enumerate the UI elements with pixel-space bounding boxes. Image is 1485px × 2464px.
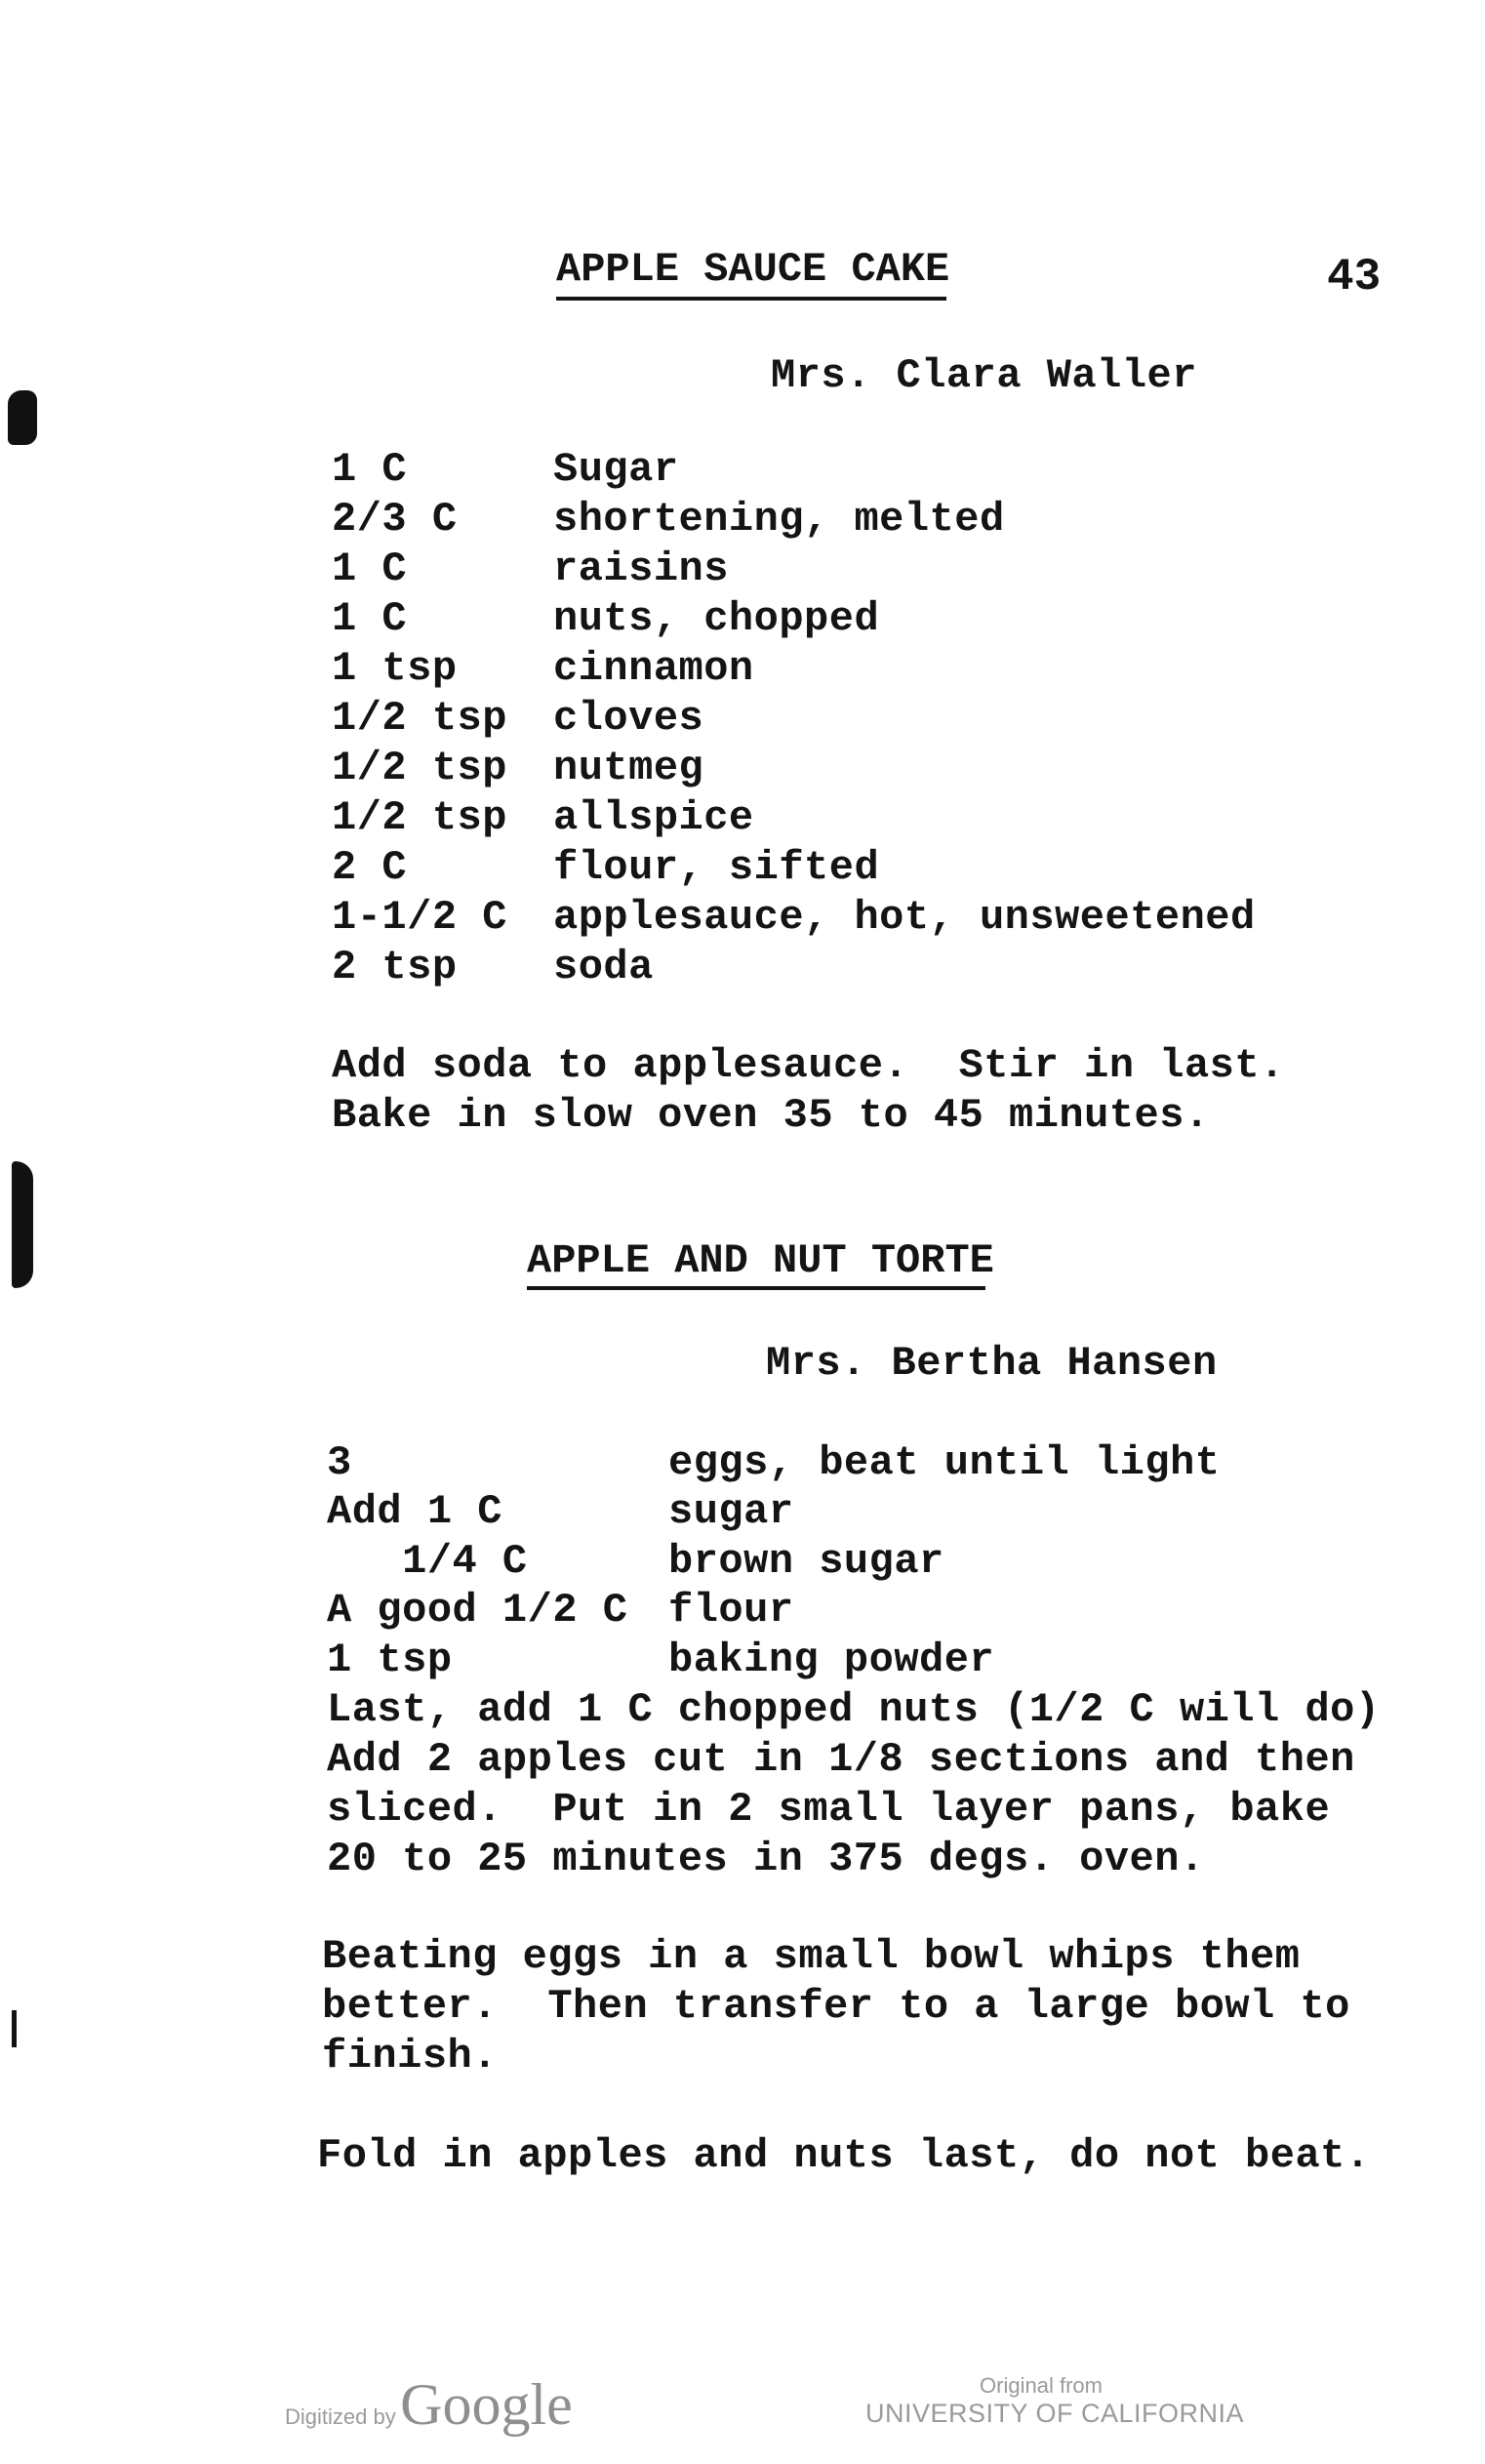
ingredient-item: allspice <box>553 794 754 841</box>
ingredient-qty: 1 tsp <box>327 1636 453 1683</box>
page-number: 43 <box>1327 252 1382 303</box>
scan-blot <box>8 390 37 445</box>
final-note: Fold in apples and nuts last, do not beat. <box>317 2132 1371 2179</box>
tip-line: finish. <box>322 2033 498 2080</box>
digitized-by-label: Digitized by <box>285 2404 396 2429</box>
directions-line: sliced. Put in 2 small layer pans, bake <box>327 1786 1331 1833</box>
ingredient-qty: 2/3 C <box>332 496 458 543</box>
ingredient-item: flour <box>668 1587 794 1634</box>
recipe-title-apple-and-nut-torte: APPLE AND NUT TORTE <box>527 1237 994 1284</box>
ingredient-item: nutmeg <box>553 745 704 791</box>
recipe-author: Mrs. Bertha Hansen <box>766 1340 1218 1387</box>
ingredient-qty: 1-1/2 C <box>332 894 507 941</box>
ingredient-qty: 1/4 C <box>327 1538 528 1585</box>
directions-line: Add 2 apples cut in 1/8 sections and then <box>327 1736 1355 1783</box>
ingredient-item: applesauce, hot, unsweetened <box>553 894 1256 941</box>
ingredient-qty: 2 tsp <box>332 944 458 990</box>
ingredient-qty: 1 tsp <box>332 645 458 692</box>
digitized-by-google <box>285 2371 573 2439</box>
ingredient-item: Sugar <box>553 446 679 493</box>
title-underline <box>527 1286 985 1290</box>
tip-line: better. Then transfer to a large bowl to <box>322 1983 1350 2030</box>
google-logo: Google <box>400 2372 573 2437</box>
ingredient-qty: 2 C <box>332 844 408 891</box>
ingredient-qty: 1/2 tsp <box>332 695 507 742</box>
ingredient-qty: 1 C <box>332 545 408 592</box>
original-from-label: Original from <box>980 2373 1103 2398</box>
ingredient-item: raisins <box>553 545 729 592</box>
ingredient-item: sugar <box>668 1488 794 1535</box>
ingredient-item: soda <box>553 944 654 990</box>
ingredient-qty: 1/2 tsp <box>332 745 507 791</box>
directions-line: 20 to 25 minutes in 375 degs. oven. <box>327 1836 1205 1882</box>
ingredient-qty: 1 C <box>332 595 408 642</box>
directions-line: Bake in slow oven 35 to 45 minutes. <box>332 1092 1210 1139</box>
ingredient-qty: 1 C <box>332 446 408 493</box>
ingredient-qty: 1/2 tsp <box>332 794 507 841</box>
institution-name: UNIVERSITY OF CALIFORNIA <box>865 2399 1245 2428</box>
original-source <box>865 2373 1245 2429</box>
recipe-title-apple-sauce-cake: APPLE SAUCE CAKE <box>556 246 950 293</box>
ingredient-item: flour, sifted <box>553 844 880 891</box>
ingredient-qty: Add 1 C <box>327 1488 502 1535</box>
tip-line: Beating eggs in a small bowl whips them <box>322 1933 1301 1980</box>
ingredient-item: cloves <box>553 695 704 742</box>
scan-blot <box>12 1161 33 1288</box>
scan-blot <box>12 2010 17 2047</box>
ingredient-item: baking powder <box>668 1636 995 1683</box>
ingredient-qty: A good 1/2 C <box>327 1587 628 1634</box>
directions-line: Last, add 1 C chopped nuts (1/2 C will do) <box>327 1686 1381 1733</box>
directions-line: Add soda to applesauce. Stir in last. <box>332 1042 1285 1089</box>
title-underline <box>556 297 946 301</box>
ingredient-item: eggs, beat until light <box>668 1439 1221 1486</box>
ingredient-item: nuts, chopped <box>553 595 880 642</box>
ingredient-item: brown sugar <box>668 1538 944 1585</box>
ingredient-item: shortening, melted <box>553 496 1005 543</box>
ingredient-qty: 3 <box>327 1439 352 1486</box>
ingredient-item: cinnamon <box>553 645 754 692</box>
recipe-author: Mrs. Clara Waller <box>771 352 1197 399</box>
